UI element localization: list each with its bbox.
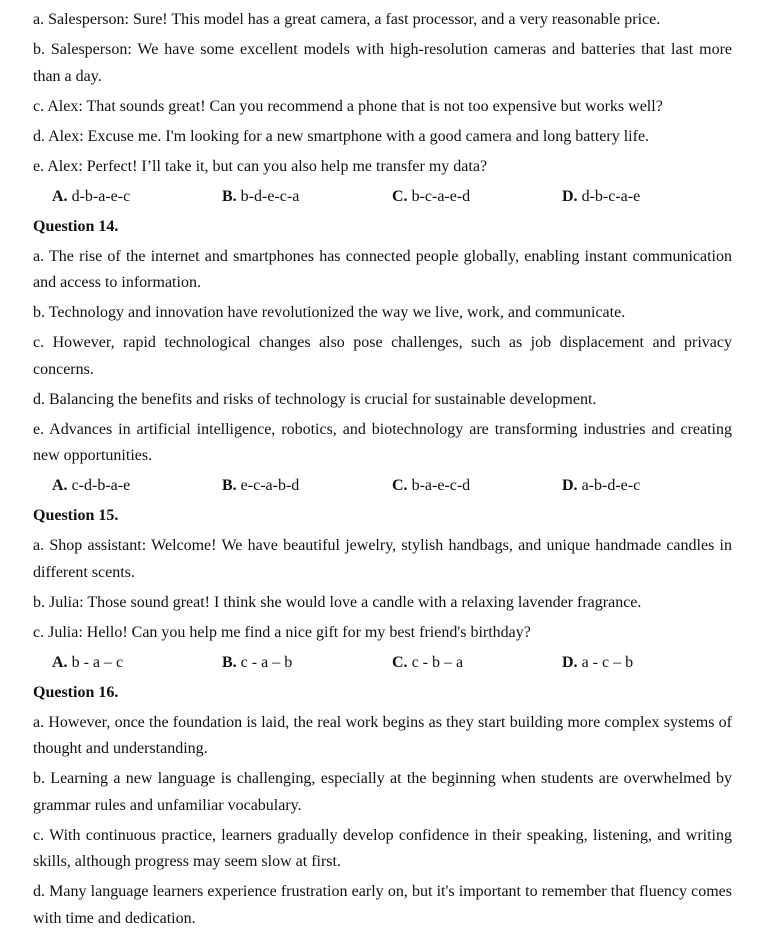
option-d[interactable] — [562, 473, 732, 500]
sentence-a: a. Salesperson: Sure! This model has a great camera, a fast processor, and a very reasonable price. — [33, 11, 661, 28]
option-d[interactable] — [562, 184, 732, 211]
option-text: a - c – b — [581, 653, 634, 671]
option-text: b - a – c — [71, 653, 124, 671]
option-text: e-c-a-b-d — [240, 477, 300, 494]
sentence-b: b. Technology and innovation have revolutionized the way we live, work, and communicate. — [33, 304, 626, 321]
option-text: d-b-a-e-c — [71, 187, 131, 205]
sentence-d: d. Many language learners experience frustration early on, but it's important to remember that fluency comes with time and dedication. — [33, 883, 732, 927]
answer-options — [33, 473, 732, 500]
option-text: b-c-a-e-d — [411, 187, 471, 205]
option-d[interactable] — [562, 650, 732, 677]
sentence-a: a. The rise of the internet and smartphones has connected people globally, enabling instant communication and access to information. — [33, 247, 732, 291]
option-letter: B. — [222, 477, 237, 494]
sentence-a: a. Shop assistant: Welcome! We have beautiful jewelry, stylish handbags, and unique handmade candles in different scents. — [33, 537, 732, 581]
sentence-c: c. Alex: That sounds great! Can you recommend a phone that is not too expensive but works well? — [33, 97, 663, 115]
option-c[interactable] — [392, 184, 562, 211]
option-letter: C. — [392, 477, 408, 494]
option-text: c-d-b-a-e — [71, 477, 131, 494]
question-16 — [33, 680, 732, 933]
option-letter: B. — [222, 187, 237, 205]
option-b[interactable] — [222, 650, 392, 677]
option-c[interactable] — [392, 650, 562, 677]
option-letter: D. — [562, 477, 578, 494]
option-letter: A. — [52, 477, 68, 494]
option-text: c - a – b — [240, 653, 293, 671]
question-13 — [33, 7, 732, 210]
sentence-b: b. Learning a new language is challenging, especially at the beginning when students are overwhelmed by grammar rules and unfamiliar vocabulary. — [33, 770, 732, 814]
option-letter: D. — [562, 187, 578, 205]
option-letter: C. — [392, 653, 408, 671]
question-15 — [33, 503, 732, 676]
question-title: Question 15. — [33, 507, 119, 524]
option-letter: D. — [562, 653, 578, 671]
option-text: a-b-d-e-c — [581, 477, 641, 494]
sentence-c: c. Julia: Hello! Can you help me find a nice gift for my best friend's birthday? — [33, 623, 531, 641]
sentence-e: e. Alex: Perfect! I’ll take it, but can you also help me transfer my data? — [33, 157, 488, 175]
sentence-b: b. Julia: Those sound great! I think she would love a candle with a relaxing lavender fragrance. — [33, 593, 642, 611]
answer-options — [33, 184, 732, 211]
answer-options — [33, 650, 732, 677]
option-a[interactable] — [52, 473, 222, 500]
option-b[interactable] — [222, 184, 392, 211]
option-b[interactable] — [222, 473, 392, 500]
option-letter: C. — [392, 187, 408, 205]
sentence-d: d. Alex: Excuse me. I'm looking for a new smartphone with a good camera and long battery life. — [33, 127, 650, 145]
option-a[interactable] — [52, 184, 222, 211]
sentence-c: c. With continuous practice, learners gradually develop confidence in their speaking, listening, and writing skills, although progress may seem slow at first. — [33, 826, 732, 870]
option-a[interactable] — [52, 650, 222, 677]
option-text: b-d-e-c-a — [240, 187, 300, 205]
option-text: d-b-c-a-e — [581, 187, 641, 205]
question-14 — [33, 214, 732, 500]
sentence-d: d. Balancing the benefits and risks of technology is crucial for sustainable development. — [33, 390, 597, 408]
option-text: b-a-e-c-d — [411, 477, 471, 494]
sentence-b: b. Salesperson: We have some excellent models with high-resolution cameras and batteries that last more than a day. — [33, 41, 732, 85]
sentence-a: a. However, once the foundation is laid, the real work begins as they start building more complex systems of thought and understanding. — [33, 713, 732, 757]
option-letter: A. — [52, 187, 68, 205]
question-title: Question 16. — [33, 683, 119, 701]
sentence-c: c. However, rapid technological changes also pose challenges, such as job displacement and privacy concerns. — [33, 334, 732, 378]
option-text: c - b – a — [411, 653, 464, 671]
option-c[interactable] — [392, 473, 562, 500]
option-letter: B. — [222, 653, 237, 671]
option-letter: A. — [52, 653, 68, 671]
question-title: Question 14. — [33, 217, 119, 235]
sentence-e: e. Advances in artificial intelligence, robotics, and biotechnology are transforming industries and creating new opportunities. — [33, 420, 732, 464]
